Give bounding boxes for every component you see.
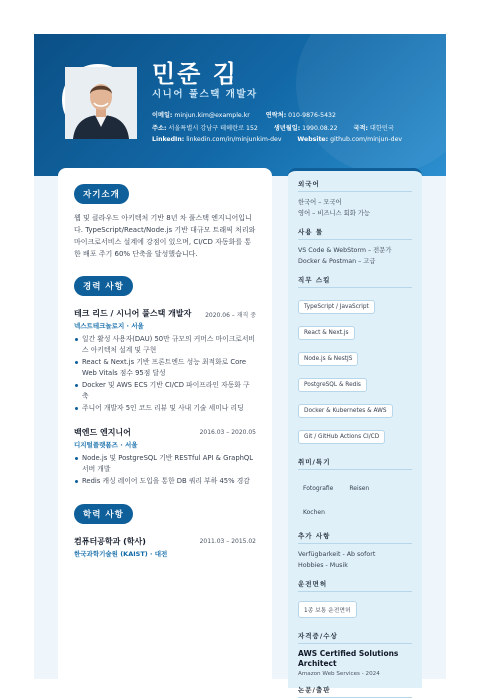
job-bullet: React & Next.js 기반 프론트엔드 성능 최적화로 Core Web Vitals 점수 95점 달성 [74,357,256,379]
summary-heading: 자기소개 [74,184,129,204]
nationality-value: 대한민국 [369,125,394,132]
school-name: 한국과학기술원 (KAIST) · 대전 [74,550,168,558]
cert-heading: 자격증/수상 [298,631,412,644]
birth-value: 1990.08.22 [302,125,338,132]
language-item: 영어 – 비즈니스 회화 가능 [298,210,370,217]
cert-issuer: Amazon Web Services - 2024 [298,671,380,677]
tool-item: VS Code & WebStorm – 전문가 [298,247,392,254]
education-date: 2011.03 – 2015.02 [199,538,256,545]
address-label: 주소: [152,125,167,132]
email-value: minjun.kim@example.kr [174,112,250,119]
website-link[interactable]: github.com/minjun-dev [330,136,403,143]
tool-item: Docker & Postman – 고급 [298,258,376,265]
sidebar [288,168,422,694]
job-company: 디지털플랫폼즈 · 서울 [74,441,138,449]
phone-value: 010-9876-5432 [288,112,336,119]
cert-title: AWS Certified Solutions Architect [298,649,399,668]
contact-line-3 [152,136,402,143]
job-title: 테크 리드 / 시니어 풀스택 개발자 [74,309,192,318]
applicant-name: 민준 김 [152,60,238,88]
header-decoration [296,0,476,174]
resume-page [34,34,446,694]
extra-item: Verfügbarkeit - Ab sofort [298,551,376,558]
language-item: 한국어 – 모국어 [298,199,342,206]
job-title: 백엔드 엔지니어 [74,428,131,437]
job-bullets [74,453,256,487]
papers-heading: 논문/출판 [298,685,412,698]
hobbies-heading: 취미/특기 [298,457,412,470]
resume-header [34,34,446,176]
job-date: 2020.06 – 재직 중 [205,312,256,319]
skill-chip: PostgreSQL & Redis [298,378,367,392]
linkedin-label: LinkedIn: [152,136,185,143]
phone-label: 연락처: [265,112,287,119]
job-role: 시니어 풀스택 개발자 [152,89,258,100]
license-chip: 1종 보통 운전면허 [298,601,357,618]
extra-item: Hobbies - Musik [298,562,348,569]
hobby-item: Kochen [303,509,325,516]
skill-chip: React & Next.js [298,326,355,340]
job-bullet: Docker 및 AWS ECS 기반 CI/CD 파이프라인 자동화 구축 [74,380,256,402]
linkedin-link[interactable]: linkedin.com/in/minjunkim-dev [186,136,282,143]
contact-line-2 [152,123,394,132]
main-column [58,168,272,688]
extra-heading: 추가 사항 [298,531,412,544]
avatar [62,64,134,136]
languages-heading: 외국어 [298,179,412,192]
hobby-item: Reisen [349,485,370,492]
hobby-item: Fotografie [303,485,334,492]
skill-chip: Git / GitHub Actions CI/CD [298,430,385,444]
skill-chip: Docker & Kubernetes & AWS [298,404,393,418]
email-label: 이메일: [152,112,173,119]
education-heading: 학력 사항 [74,504,133,524]
job-entry [74,427,256,487]
website-label: Website: [297,136,329,143]
license-heading: 운전면허 [298,579,412,592]
job-company: 넥스트테크놀로지 · 서울 [74,322,144,330]
experience-heading: 경력 사항 [74,276,133,296]
job-entry [74,308,256,414]
nationality-label: 국적: [353,125,368,132]
job-bullet: 일간 활성 사용자(DAU) 50만 규모의 커머스 마이크로서비스 아키텍처 설계 및 구현 [74,334,256,356]
tools-heading: 사용 툴 [298,227,412,240]
job-bullet: 주니어 개발자 5인 코드 리뷰 및 사내 기술 세미나 리딩 [74,403,256,414]
birth-label: 생년월일: [273,125,301,132]
skill-chip: Node.js & NestJS [298,352,358,366]
degree-title: 컴퓨터공학과 (학사) [74,537,146,546]
contact-line-1 [152,110,336,119]
summary-text: 웹 및 클라우드 아키텍처 기반 8년 차 풀스택 엔지니어입니다. TypeScript/React/Node.js 기반 대규모 트래픽 처리와 마이크로서비스 설계에 강점이 있으며, CI/CD 자동화를 통한 배포 주기 60% 단축을 달성했습니다. [74,214,256,258]
job-bullet: Redis 캐싱 레이어 도입을 통한 DB 쿼리 부하 45% 경감 [74,476,256,487]
job-date: 2016.03 – 2020.05 [199,429,256,436]
skills-heading: 직무 스킬 [298,275,412,288]
job-bullet: Node.js 및 PostgreSQL 기반 RESTful API & GraphQL 서버 개발 [74,453,256,475]
address-value: 서울특별시 강남구 테헤란로 152 [168,125,258,132]
job-bullets [74,334,256,414]
skill-chip: TypeScript / JavaScript [298,300,375,314]
